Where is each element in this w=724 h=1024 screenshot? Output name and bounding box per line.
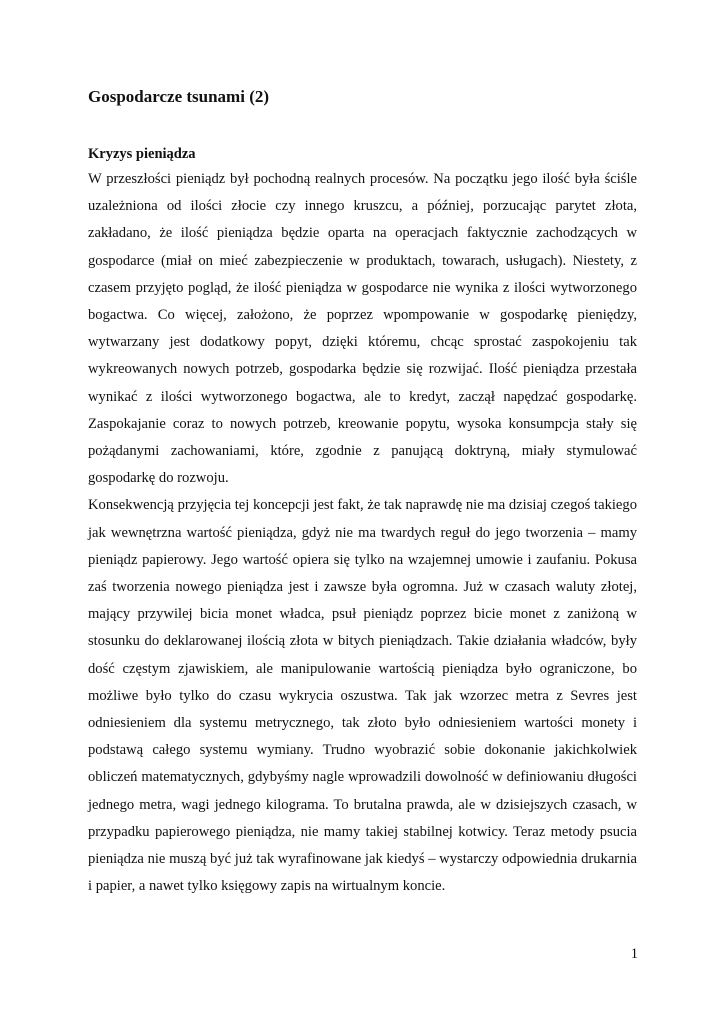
paragraph: W przeszłości pieniądz był pochodną realnych procesów. Na początku jego ilość była ściśle uzależniona od ilości złocie czy innego kruszcu, a później, porzucając parytet złota, zakładano, że ilość pieniądza będzie oparta na operacjach faktycznie zachodzących w gospodarce (miał on mieć zabezpieczenie w produktach, towarach, usługach). Niestety, z czasem przyjęto pogląd, że ilość pieniądza w gospodarce nie wynika z ilości wytworzonego bogactwa. Co więcej, założono, że poprzez wpompowanie w gospodarkę pieniędzy, wytwarzany jest dodatkowy popyt, dzięki któremu, chcąc sprostać zaspokojeniu tak wykreowanych nowych potrzeb, gospodarka będzie się rozwijać. Ilość pieniądza przestała wynikać z ilości wytworzonego bogactwa, ale to kredyt, zaczął napędzać gospodarkę. Zaspokajanie coraz to nowych potrzeb, kreowanie popytu, wysoka konsumpcja stały się pożądanymi zachowaniami, które, zgodnie z panującą doktryną, miały stymulować gospodarkę do rozwoju. <box>88 171 637 487</box>
page-number: 1 <box>630 946 638 962</box>
document-body <box>88 166 637 900</box>
paragraph: Konsekwencją przyjęcia tej koncepcji jest fakt, że tak naprawdę nie ma dzisiaj czegoś takiego jak wewnętrzna wartość pieniądza, gdyż nie ma twardych reguł do jego tworzenia – mamy pieniądz papierowy. Jego wartość opiera się tylko na wzajemnej umowie i zaufaniu. Pokusa zaś tworzenia nowego pieniądza jest i zawsze była ogromna. Już w czasach waluty złotej, mający przywilej bicia monet władca, psuł pieniądz poprzez bicie monet z zaniżoną w stosunku do deklarowanej ilością złota w bitych pieniądzach. Takie działania władców, były dość częstym zjawiskiem, ale manipulowanie wartością pieniądza było ograniczone, bo możliwe było tylko do czasu wykrycia oszustwa. Tak jak wzorzec metra z Sevres jest odniesieniem dla systemu metrycznego, tak złoto było odniesieniem wartości monety i podstawą całego systemu wymiany. Trudno wyobrazić sobie dokonanie jakichkolwiek obliczeń matematycznych, gdybyśmy nagle wprowadzili dowolność w definiowaniu długości jednego metra, wagi jednego kilograma. To brutalna prawda, ale w dzisiejszych czasach, w przypadku papierowego pieniądza, nie mamy takiej stabilnej kotwicy. Teraz metody psucia pieniądza nie muszą być już tak wyrafinowane jak kiedyś – wystarczy odpowiednia drukarnia i papier, a nawet tylko księgowy zapis na wirtualnym koncie. <box>88 497 637 895</box>
section-heading: Kryzys pieniądza <box>88 146 196 162</box>
document-title: Gospodarcze tsunami (2) <box>88 87 270 106</box>
